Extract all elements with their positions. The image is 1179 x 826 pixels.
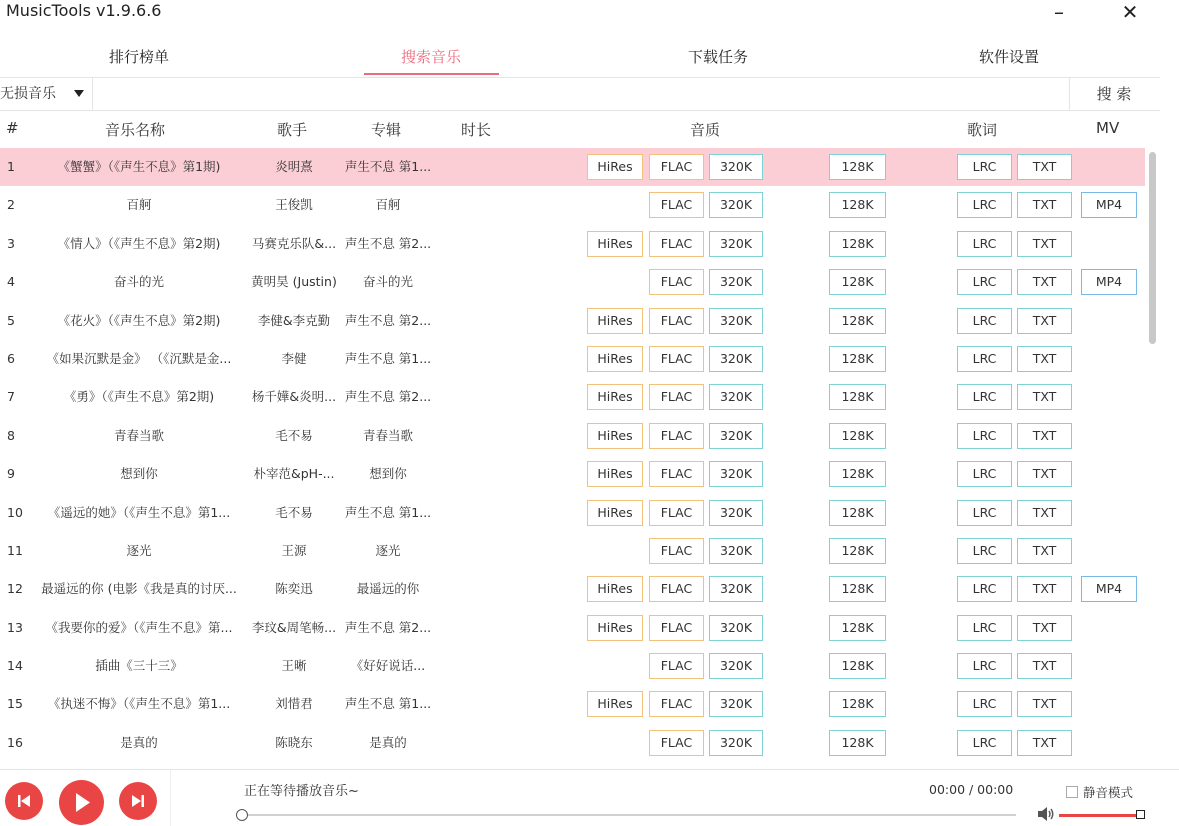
320k-download-button[interactable]: 320K (709, 461, 763, 487)
txt-download-button[interactable]: TXT (1017, 423, 1072, 449)
table-row[interactable] (0, 225, 1145, 263)
table-row[interactable] (0, 455, 1145, 493)
hires-download-button[interactable]: HiRes (587, 615, 643, 641)
hires-download-button[interactable]: HiRes (587, 500, 643, 526)
table-row[interactable] (0, 647, 1145, 685)
source-dropdown[interactable] (0, 78, 93, 110)
hires-download-button[interactable]: HiRes (587, 423, 643, 449)
hires-download-button[interactable]: HiRes (587, 461, 643, 487)
lrc-download-button[interactable]: LRC (957, 538, 1012, 564)
128k-download-button[interactable]: 128K (829, 615, 886, 641)
flac-download-button[interactable]: FLAC (649, 346, 704, 372)
row-number: 10 (7, 504, 23, 520)
txt-download-button[interactable]: TXT (1017, 154, 1072, 180)
player-bar (0, 769, 1179, 825)
128k-download-button[interactable]: 128K (829, 269, 886, 295)
active-tab-indicator (364, 73, 499, 75)
row-number: 6 (7, 350, 15, 366)
row-number: 16 (7, 734, 23, 750)
progress-slider[interactable] (242, 814, 1016, 816)
128k-download-button[interactable]: 128K (829, 461, 886, 487)
table-row[interactable] (0, 609, 1145, 647)
song-name: 《执迷不悔》（《声生不息》第1... (47, 696, 231, 712)
320k-download-button[interactable]: 320K (709, 653, 763, 679)
table-row[interactable] (0, 494, 1145, 532)
lrc-download-button[interactable]: LRC (957, 231, 1012, 257)
play-button[interactable] (59, 780, 104, 825)
table-row[interactable] (0, 570, 1145, 608)
320k-download-button[interactable]: 320K (709, 192, 763, 218)
song-album: 奋斗的光 (362, 274, 413, 290)
song-artist: 李健 (281, 350, 307, 366)
table-row[interactable] (0, 685, 1145, 723)
txt-download-button[interactable]: TXT (1017, 576, 1072, 602)
song-name: 是真的 (120, 734, 158, 750)
128k-download-button[interactable]: 128K (829, 653, 886, 679)
player-divider (170, 770, 171, 826)
volume-slider[interactable] (1059, 814, 1139, 817)
lrc-download-button[interactable]: LRC (957, 384, 1012, 410)
minimize-button[interactable]: – (1054, 0, 1064, 24)
col-artist-header[interactable]: 歌手 (277, 121, 308, 139)
song-artist: 杨千嬅&炎明... (251, 389, 337, 405)
128k-download-button[interactable]: 128K (829, 154, 886, 180)
flac-download-button[interactable]: FLAC (649, 653, 704, 679)
song-name: 最遥远的你 (电影《我是真的讨厌... (41, 581, 237, 597)
flac-download-button[interactable]: FLAC (649, 192, 704, 218)
hires-download-button[interactable]: HiRes (587, 154, 643, 180)
row-number: 4 (7, 274, 15, 290)
128k-download-button[interactable]: 128K (829, 538, 886, 564)
128k-download-button[interactable]: 128K (829, 346, 886, 372)
song-album: 逐光 (375, 542, 401, 558)
col-quality-header: 音质 (690, 121, 721, 139)
hires-download-button[interactable]: HiRes (587, 231, 643, 257)
title-bar (0, 0, 1179, 28)
lrc-download-button[interactable]: LRC (957, 269, 1012, 295)
128k-download-button[interactable]: 128K (829, 691, 886, 717)
128k-download-button[interactable]: 128K (829, 423, 886, 449)
row-number: 7 (7, 389, 15, 405)
flac-download-button[interactable]: FLAC (649, 500, 704, 526)
flac-download-button[interactable]: FLAC (649, 154, 704, 180)
col-duration-header[interactable]: 时长 (461, 121, 492, 139)
skip-previous-icon (5, 782, 43, 820)
mp4-download-button[interactable]: MP4 (1081, 269, 1137, 295)
song-artist: 王源 (281, 542, 307, 558)
txt-download-button[interactable]: TXT (1017, 269, 1072, 295)
tab-charts[interactable]: 排行榜单 (108, 48, 169, 66)
song-artist: 马赛克乐队&... (251, 235, 337, 251)
song-album: 声生不息 第1... (344, 350, 432, 366)
song-name: 《花火》（《声生不息》第2期) (57, 312, 221, 328)
song-album: 最遥远的你 (356, 581, 420, 597)
flac-download-button[interactable]: FLAC (649, 308, 704, 334)
128k-download-button[interactable]: 128K (829, 231, 886, 257)
song-album: 青春当歌 (362, 427, 413, 443)
search-input[interactable] (94, 78, 1069, 110)
320k-download-button[interactable]: 320K (709, 308, 763, 334)
flac-download-button[interactable]: FLAC (649, 730, 704, 756)
flac-download-button[interactable]: FLAC (649, 269, 704, 295)
play-icon (59, 780, 104, 825)
txt-download-button[interactable]: TXT (1017, 500, 1072, 526)
flac-download-button[interactable]: FLAC (649, 423, 704, 449)
lrc-download-button[interactable]: LRC (957, 154, 1012, 180)
row-number: 15 (7, 696, 23, 712)
next-button[interactable] (119, 782, 157, 820)
320k-download-button[interactable]: 320K (709, 500, 763, 526)
hires-download-button[interactable]: HiRes (587, 576, 643, 602)
320k-download-button[interactable]: 320K (709, 538, 763, 564)
flac-download-button[interactable]: FLAC (649, 231, 704, 257)
flac-download-button[interactable]: FLAC (649, 576, 704, 602)
table-row[interactable] (0, 263, 1145, 301)
song-album: 声生不息 第2... (344, 235, 432, 251)
song-name: 逐光 (126, 542, 152, 558)
txt-download-button[interactable]: TXT (1017, 346, 1072, 372)
song-album: 想到你 (369, 466, 407, 482)
128k-download-button[interactable]: 128K (829, 730, 886, 756)
col-album-header[interactable]: 专辑 (371, 121, 402, 139)
txt-download-button[interactable]: TXT (1017, 653, 1072, 679)
song-artist: 李健&李克勤 (257, 312, 331, 328)
col-name-header[interactable]: 音乐名称 (105, 121, 166, 139)
col-num-header: # (6, 119, 19, 137)
song-name: 《情人》（《声生不息》第2期) (57, 235, 221, 251)
hires-download-button[interactable]: HiRes (587, 346, 643, 372)
song-artist: 毛不易 (275, 427, 313, 443)
flac-download-button[interactable]: FLAC (649, 461, 704, 487)
txt-download-button[interactable]: TXT (1017, 192, 1072, 218)
skip-next-icon (119, 782, 157, 820)
progress-knob[interactable] (236, 809, 248, 821)
song-album: 声生不息 第1... (344, 696, 432, 712)
song-artist: 王俊凯 (275, 197, 313, 213)
song-artist: 王晰 (281, 658, 307, 674)
320k-download-button[interactable]: 320K (709, 384, 763, 410)
row-number: 3 (7, 235, 15, 251)
320k-download-button[interactable]: 320K (709, 269, 763, 295)
row-number: 13 (7, 619, 23, 635)
320k-download-button[interactable]: 320K (709, 154, 763, 180)
mute-checkbox[interactable] (1066, 786, 1078, 798)
128k-download-button[interactable]: 128K (829, 500, 886, 526)
table-row[interactable] (0, 148, 1145, 186)
song-artist: 黄明昊 (Justin) (251, 274, 337, 290)
txt-download-button[interactable]: TXT (1017, 384, 1072, 410)
song-album: 声生不息 第1... (344, 504, 432, 520)
song-list (0, 148, 1145, 762)
song-name: 《我要你的爱》（《声生不息》第... (45, 619, 233, 635)
app-title: MusicTools v1.9.6.6 (6, 1, 162, 20)
table-row[interactable] (0, 532, 1145, 570)
now-playing-status: 正在等待播放音乐~ (244, 784, 359, 799)
tab-downloads[interactable]: 下载任务 (687, 48, 748, 66)
lrc-download-button[interactable]: LRC (957, 346, 1012, 372)
128k-download-button[interactable]: 128K (829, 192, 886, 218)
song-name: 《遥远的她》（《声生不息》第1... (47, 504, 231, 520)
search-button[interactable]: 搜 索 (1069, 78, 1158, 110)
song-artist: 炎明熹 (275, 159, 313, 174)
song-album: 声生不息 第2... (344, 619, 432, 635)
320k-download-button[interactable]: 320K (709, 691, 763, 717)
song-artist: 刘惜君 (275, 696, 313, 712)
hires-download-button[interactable]: HiRes (587, 691, 643, 717)
flac-download-button[interactable]: FLAC (649, 538, 704, 564)
song-name: 《勇》（《声生不息》第2期) (63, 389, 215, 405)
song-name: 想到你 (120, 466, 158, 482)
caret-down-icon (74, 90, 84, 97)
song-album: 《好好说话... (350, 658, 426, 674)
row-number: 12 (7, 581, 23, 597)
row-number: 1 (7, 159, 15, 174)
flac-download-button[interactable]: FLAC (649, 384, 704, 410)
song-artist: 李玟&周笔畅... (251, 619, 337, 635)
scrollbar-thumb[interactable] (1149, 152, 1156, 344)
hires-download-button[interactable]: HiRes (587, 384, 643, 410)
320k-download-button[interactable]: 320K (709, 576, 763, 602)
song-artist: 陈晓东 (275, 734, 313, 750)
txt-download-button[interactable]: TXT (1017, 308, 1072, 334)
mp4-download-button[interactable]: MP4 (1081, 192, 1137, 218)
flac-download-button[interactable]: FLAC (649, 615, 704, 641)
song-name: 青春当歌 (113, 427, 164, 443)
table-row[interactable] (0, 724, 1145, 762)
tab-search-music[interactable]: 搜索音乐 (400, 48, 461, 66)
table-row[interactable] (0, 340, 1145, 378)
close-button[interactable]: ✕ (1121, 0, 1139, 24)
song-artist: 陈奕迅 (275, 581, 313, 597)
lrc-download-button[interactable]: LRC (957, 308, 1012, 334)
row-number: 5 (7, 312, 15, 328)
song-artist: 朴宰范&pH-... (253, 466, 335, 482)
hires-download-button[interactable]: HiRes (587, 308, 643, 334)
txt-download-button[interactable]: TXT (1017, 538, 1072, 564)
col-mv-header: MV (1096, 119, 1120, 137)
lrc-download-button[interactable]: LRC (957, 730, 1012, 756)
previous-button[interactable] (5, 782, 43, 820)
table-row[interactable] (0, 186, 1145, 224)
song-name: 百舸 (126, 197, 152, 213)
320k-download-button[interactable]: 320K (709, 730, 763, 756)
row-number: 8 (7, 427, 15, 443)
table-row[interactable] (0, 417, 1145, 455)
song-name: 《蟹蟹》（《声生不息》第1期) (57, 159, 221, 174)
volume-icon[interactable] (1037, 806, 1055, 822)
lrc-download-button[interactable]: LRC (957, 500, 1012, 526)
lrc-download-button[interactable]: LRC (957, 461, 1012, 487)
song-artist: 毛不易 (275, 504, 313, 520)
txt-download-button[interactable]: TXT (1017, 615, 1072, 641)
mute-label: 静音模式 (1083, 785, 1134, 800)
tab-settings[interactable]: 软件设置 (978, 48, 1039, 66)
volume-knob[interactable] (1136, 810, 1145, 819)
row-number: 11 (7, 542, 23, 558)
song-album: 声生不息 第2... (344, 389, 432, 405)
lrc-download-button[interactable]: LRC (957, 691, 1012, 717)
row-number: 2 (7, 197, 15, 213)
320k-download-button[interactable]: 320K (709, 231, 763, 257)
320k-download-button[interactable]: 320K (709, 423, 763, 449)
song-album: 声生不息 第1... (344, 159, 432, 174)
320k-download-button[interactable]: 320K (709, 615, 763, 641)
song-album: 声生不息 第2... (344, 312, 432, 328)
row-number: 14 (7, 658, 23, 674)
txt-download-button[interactable]: TXT (1017, 461, 1072, 487)
mp4-download-button[interactable]: MP4 (1081, 576, 1137, 602)
lrc-download-button[interactable]: LRC (957, 576, 1012, 602)
txt-download-button[interactable]: TXT (1017, 691, 1072, 717)
time-readout: 00:00 / 00:00 (929, 782, 1014, 797)
table-row[interactable] (0, 302, 1145, 340)
row-number: 9 (7, 466, 15, 482)
source-dropdown-value: 无损音乐 (0, 86, 56, 102)
table-header (0, 111, 1160, 147)
song-name: 奋斗的光 (113, 274, 164, 290)
song-album: 是真的 (369, 734, 407, 750)
song-name: 插曲《三十三》 (95, 658, 183, 674)
txt-download-button[interactable]: TXT (1017, 231, 1072, 257)
128k-download-button[interactable]: 128K (829, 308, 886, 334)
song-album: 百舸 (375, 197, 401, 213)
main-tabs (0, 40, 1179, 76)
song-name: 《如果沉默是金》 （《沉默是金... (46, 350, 232, 366)
lrc-download-button[interactable]: LRC (957, 653, 1012, 679)
flac-download-button[interactable]: FLAC (649, 691, 704, 717)
128k-download-button[interactable]: 128K (829, 576, 886, 602)
lrc-download-button[interactable]: LRC (957, 423, 1012, 449)
lrc-download-button[interactable]: LRC (957, 192, 1012, 218)
128k-download-button[interactable]: 128K (829, 384, 886, 410)
col-lyrics-header: 歌词 (967, 121, 998, 139)
table-row[interactable] (0, 378, 1145, 416)
txt-download-button[interactable]: TXT (1017, 730, 1072, 756)
search-bar (0, 77, 1160, 111)
320k-download-button[interactable]: 320K (709, 346, 763, 372)
lrc-download-button[interactable]: LRC (957, 615, 1012, 641)
